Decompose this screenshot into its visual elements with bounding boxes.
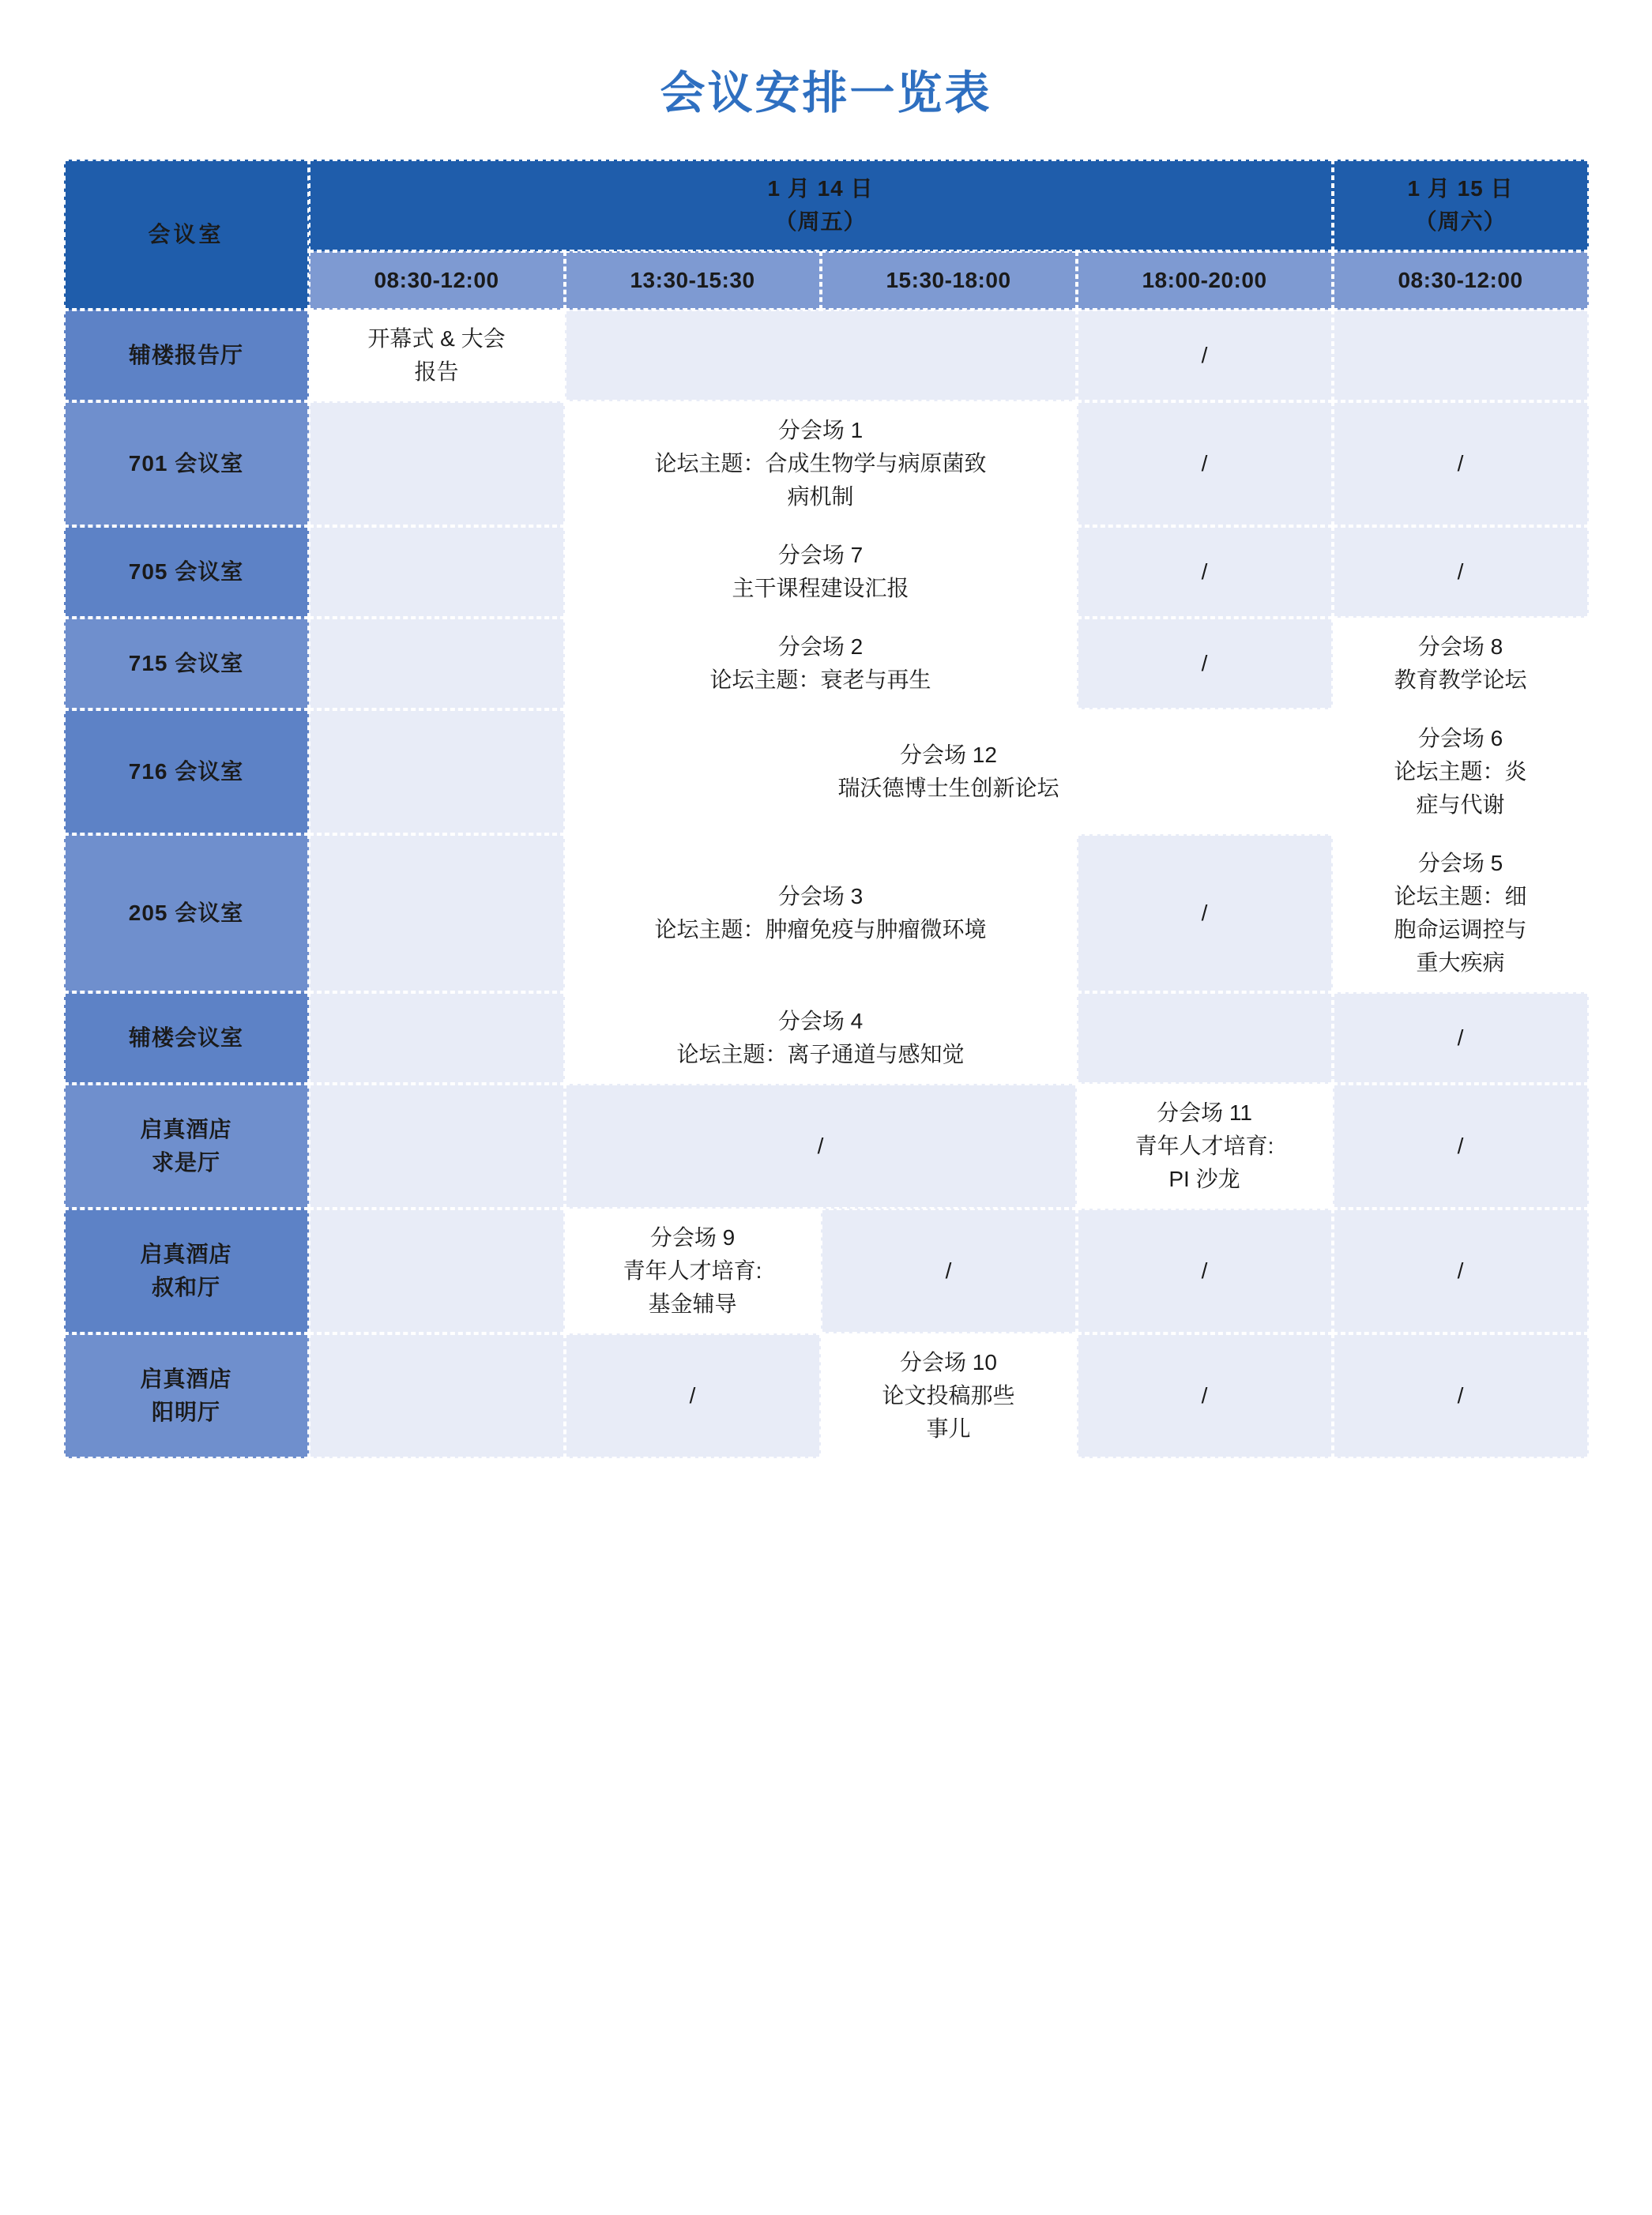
- empty-slash-cell: [821, 1209, 1077, 1333]
- room-label-line: 辅楼报告厅: [128, 343, 243, 367]
- cell-line: 论坛主题：离子通道与感知觉: [676, 1042, 965, 1066]
- cell-line: 主干课程建设汇报: [732, 576, 909, 600]
- cell-line: 分会场 5: [1417, 851, 1503, 875]
- room-label-line: 701 会议室: [128, 451, 244, 476]
- cell-line: /: [1457, 1134, 1464, 1158]
- cell-line: 分会场 12: [900, 743, 997, 767]
- room-label-line: 启真酒店: [140, 1117, 232, 1141]
- empty-slash-cell: [1333, 1209, 1589, 1333]
- session-cell: [821, 1333, 1077, 1458]
- cell-line: 分会场 9: [649, 1225, 736, 1250]
- empty-slash-cell: [1077, 526, 1333, 618]
- session-cell: [565, 834, 1077, 992]
- room-label: [64, 1333, 309, 1458]
- cell-line: 教育教学论坛: [1394, 668, 1527, 692]
- table-row: [64, 1084, 1589, 1209]
- cell-line: 论文投稿那些: [882, 1383, 1015, 1408]
- cell-line: /: [1201, 559, 1208, 584]
- date-label: 1 月 14 日: [767, 176, 874, 201]
- blank-cell: [309, 401, 565, 526]
- session-cell: [1333, 709, 1589, 834]
- empty-slash-cell: [565, 1333, 821, 1458]
- cell-line: 青年人才培育:: [1135, 1134, 1274, 1158]
- room-label: [64, 992, 309, 1084]
- header-timeslot-2: 13:30-15:30: [565, 251, 821, 310]
- table-row: [64, 526, 1589, 618]
- table-row: [64, 618, 1589, 709]
- cell-line: /: [1201, 1258, 1208, 1283]
- room-label-line: 阳明厅: [151, 1400, 220, 1424]
- schedule-table: [64, 160, 1589, 1458]
- empty-slash-cell: [1333, 1333, 1589, 1458]
- header-room: 会议室: [64, 160, 309, 310]
- header-row-dates: [64, 160, 1589, 251]
- cell-line: 分会场 3: [777, 884, 864, 908]
- room-label-line: 715 会议室: [128, 651, 244, 675]
- room-label-line: 叔和厅: [151, 1275, 220, 1299]
- cell-line: /: [1457, 1383, 1464, 1408]
- session-cell: [565, 709, 1333, 834]
- table-row: [64, 992, 1589, 1084]
- cell-line: PI 沙龙: [1168, 1167, 1240, 1191]
- header-date-1: [309, 160, 1333, 251]
- header-date-2: [1333, 160, 1589, 251]
- cell-line: 重大疾病: [1416, 950, 1505, 975]
- blank-cell: [309, 834, 565, 992]
- blank-cell: [1333, 310, 1589, 401]
- table-row: [64, 709, 1589, 834]
- cell-line: /: [1201, 343, 1208, 367]
- room-label: [64, 618, 309, 709]
- cell-line: /: [1457, 1025, 1464, 1050]
- room-label: [64, 401, 309, 526]
- cell-line: 基金辅导: [648, 1292, 737, 1316]
- cell-line: /: [1457, 1258, 1464, 1283]
- empty-slash-cell: [1077, 834, 1333, 992]
- room-label: [64, 1084, 309, 1209]
- header-timeslot-3: 15:30-18:00: [821, 251, 1077, 310]
- cell-line: 胞命运调控与: [1394, 917, 1527, 942]
- empty-slash-cell: [1333, 1084, 1589, 1209]
- header-timeslot-5: 08:30-12:00: [1333, 251, 1589, 310]
- cell-line: 分会场 6: [1417, 726, 1503, 750]
- session-cell: [565, 992, 1077, 1084]
- blank-cell: [309, 618, 565, 709]
- room-label-line: 辅楼会议室: [128, 1025, 243, 1050]
- room-label-line: 716 会议室: [128, 759, 244, 784]
- cell-line: 分会场 4: [777, 1009, 864, 1033]
- room-label: [64, 526, 309, 618]
- cell-line: 论坛主题：细: [1394, 884, 1527, 908]
- session-cell: [565, 401, 1077, 526]
- room-label-line: 705 会议室: [128, 559, 244, 584]
- cell-line: 瑞沃德博士生创新论坛: [837, 776, 1059, 800]
- cell-line: /: [1201, 651, 1208, 675]
- session-cell: [565, 1209, 821, 1333]
- cell-line: 论坛主题：衰老与再生: [709, 668, 931, 692]
- empty-slash-cell: [1077, 310, 1333, 401]
- cell-line: 分会场 10: [900, 1350, 997, 1375]
- cell-line: 论坛主题：肿瘤免疫与肿瘤微环境: [654, 917, 987, 942]
- header-timeslot-1: 08:30-12:00: [309, 251, 565, 310]
- cell-line: 病机制: [787, 484, 854, 509]
- cell-line: 青年人才培育:: [623, 1258, 762, 1283]
- table-row: [64, 401, 1589, 526]
- session-cell: [565, 526, 1077, 618]
- cell-line: 分会场 7: [777, 543, 864, 567]
- empty-slash-cell: [1077, 401, 1333, 526]
- table-row: [64, 1209, 1589, 1333]
- empty-slash-cell: [1333, 992, 1589, 1084]
- cell-line: /: [1457, 559, 1464, 584]
- empty-slash-cell: [1333, 526, 1589, 618]
- cell-line: 论坛主题：合成生物学与病原菌致: [654, 451, 987, 476]
- table-row: [64, 310, 1589, 401]
- cell-line: 分会场 1: [777, 418, 864, 442]
- room-label-line: 启真酒店: [140, 1242, 232, 1266]
- empty-slash-cell: [1077, 618, 1333, 709]
- empty-slash-cell: [1077, 1209, 1333, 1333]
- cell-line: 事儿: [926, 1416, 971, 1441]
- cell-line: /: [945, 1258, 952, 1283]
- page-title: 会议安排一览表: [660, 68, 992, 118]
- session-cell: [1333, 834, 1589, 992]
- cell-line: 分会场 8: [1417, 634, 1503, 659]
- cell-line: 论坛主题：炎: [1394, 759, 1527, 784]
- blank-cell: [309, 992, 565, 1084]
- date-weekday: （周五）: [774, 209, 867, 234]
- blank-cell: [1077, 992, 1333, 1084]
- blank-cell: [309, 1209, 565, 1333]
- table-body: [64, 310, 1589, 1458]
- cell-line: /: [1201, 451, 1208, 476]
- blank-cell: [309, 1084, 565, 1209]
- cell-line: /: [817, 1134, 824, 1158]
- empty-slash-cell: [1333, 401, 1589, 526]
- room-label: [64, 709, 309, 834]
- table-header: [64, 160, 1589, 310]
- empty-slash-cell: [1077, 1333, 1333, 1458]
- date-weekday: （周六）: [1414, 209, 1507, 234]
- empty-slash-cell: [565, 1084, 1077, 1209]
- blank-cell: [309, 526, 565, 618]
- blank-cell: [309, 1333, 565, 1458]
- blank-cell: [309, 709, 565, 834]
- cell-line: 分会场 11: [1157, 1100, 1252, 1125]
- header-timeslot-4: 18:00-20:00: [1077, 251, 1333, 310]
- cell-line: 分会场 2: [777, 634, 864, 659]
- cell-line: 症与代谢: [1416, 792, 1505, 817]
- session-cell: [565, 618, 1077, 709]
- room-label: [64, 310, 309, 401]
- cell-line: 开幕式 & 大会: [367, 326, 506, 351]
- cell-line: /: [689, 1383, 696, 1408]
- cell-line: /: [1457, 451, 1464, 476]
- blank-cell: [565, 310, 1077, 401]
- room-label: [64, 834, 309, 992]
- room-label: [64, 1209, 309, 1333]
- session-cell: [309, 310, 565, 401]
- table-row: [64, 1333, 1589, 1458]
- table-row: [64, 834, 1589, 992]
- date-label: 1 月 15 日: [1407, 176, 1514, 201]
- cell-line: 报告: [414, 359, 459, 384]
- room-label-line: 205 会议室: [128, 901, 244, 925]
- cell-line: /: [1201, 901, 1208, 925]
- room-label-line: 求是厅: [151, 1150, 220, 1175]
- room-label-line: 启真酒店: [140, 1367, 232, 1391]
- cell-line: /: [1201, 1383, 1208, 1408]
- session-cell: [1077, 1084, 1333, 1209]
- session-cell: [1333, 618, 1589, 709]
